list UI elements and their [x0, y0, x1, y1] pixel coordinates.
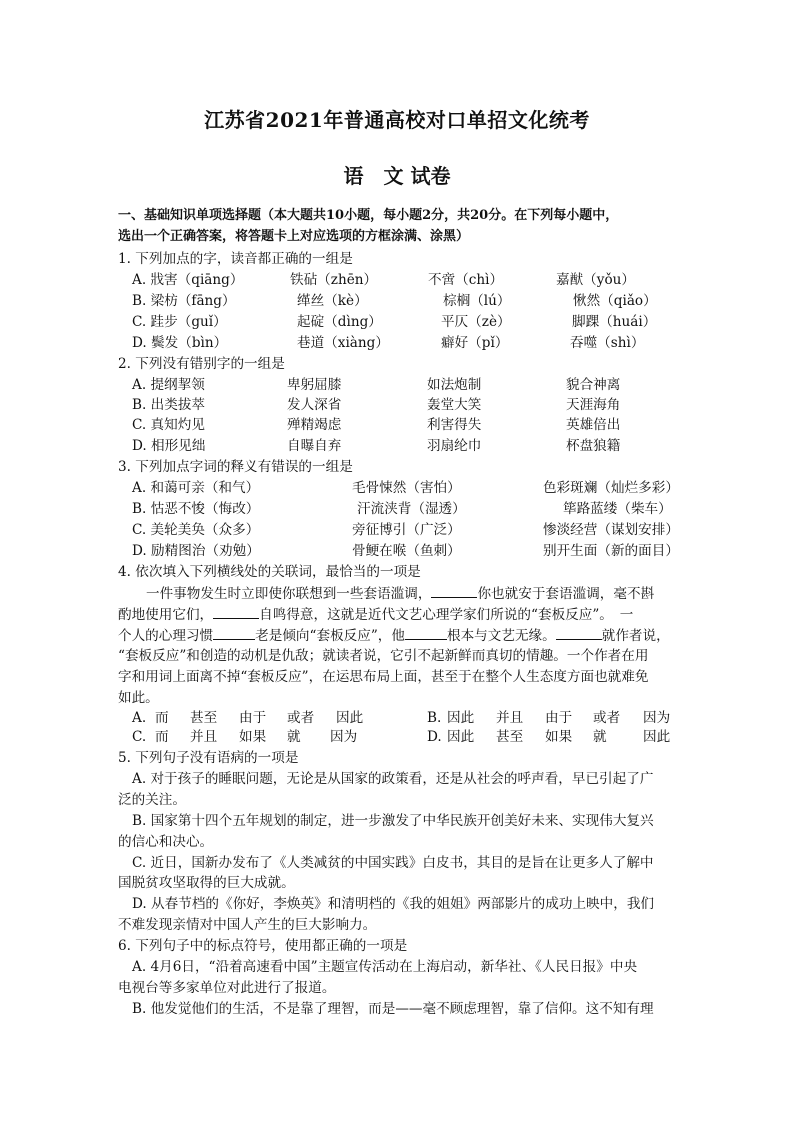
- q6-option-a-line1: A. 4月6日，“沿着高速看中国”主题宣传活动在上海启动，新华社、《人民日报》中央: [132, 959, 638, 975]
- fill-blank-1: [431, 583, 477, 598]
- q5-option-b-line2: 的信心和决心。: [118, 834, 214, 850]
- q4-passage-line3: [118, 625, 670, 646]
- q4-opt-a-5: 因此: [336, 710, 364, 726]
- q3-d-3: 别开生面（新的面目）: [543, 543, 679, 559]
- q1-b-4: 愀然（qiǎo）: [573, 293, 657, 309]
- q4-p3b: 老是倾向“套板反应”，他: [255, 628, 405, 644]
- q4-p1a: 一件事物发生时立即使你联想到一些套语滥调，: [146, 586, 432, 602]
- q4-stem: 4. 依次填入下列横线处的关联词，最恰当的一项是: [118, 564, 421, 580]
- q1-d-3: 癖好（pǐ）: [441, 335, 509, 351]
- q2-c-2: 殚精竭虑: [287, 417, 342, 433]
- q5-stem: 5. 下列句子没有语病的一项是: [118, 750, 299, 766]
- q2-c-4: 英雄倍出: [566, 417, 621, 433]
- q3-c-2: 旁征博引（广泛）: [352, 522, 461, 538]
- q3-a-1: A. 和蔼可亲（和气）: [132, 480, 260, 496]
- q3-stem: 3. 下列加点字词的释义有错误的一组是: [118, 459, 353, 475]
- q1-b-2: 缂丝（kè）: [297, 293, 368, 309]
- q2-b-4: 天涯海角: [566, 397, 621, 413]
- q4-p2b: 自鸣得意，这就是近代文艺心理学家们所说的“套板反应”。 一: [259, 607, 634, 623]
- q4-opt-a-label: A.: [132, 710, 147, 726]
- q2-c-3: 利害得失: [427, 417, 482, 433]
- q4-opt-c-4: 就: [287, 729, 301, 745]
- q1-b-3: 棕榈（lú）: [443, 293, 511, 309]
- q5-option-d-line2: 不难发现亲情对中国人产生的巨大影响力。: [118, 917, 377, 933]
- q3-a-3: 色彩斑斓（灿烂多彩）: [543, 480, 679, 496]
- q4-p3d: 就作者说，: [601, 628, 670, 644]
- q2-b-3: 轰堂大笑: [427, 397, 482, 413]
- subject-char: 语: [343, 164, 364, 188]
- q2-a-4: 貌合神离: [566, 377, 621, 393]
- q4-opt-c-label: C.: [132, 729, 147, 745]
- q4-opt-c-2: 并且: [190, 729, 218, 745]
- q2-d-4: 杯盘狼籍: [566, 438, 621, 454]
- q1-stem: 1. 下列加点的字，读音都正确的一组是: [118, 251, 353, 267]
- q4-passage-line6: 如此。: [118, 690, 159, 706]
- q3-b-1: B. 怙恶不悛（悔改）: [132, 501, 260, 517]
- q5-option-a-line2: 泛的关注。: [118, 792, 186, 808]
- q3-b-2: 汗流浃背（湿透）: [357, 501, 466, 517]
- q2-d-3: 羽扇纶巾: [427, 438, 482, 454]
- q3-a-2: 毛骨悚然（害怕）: [352, 480, 461, 496]
- q4-opt-b-3: 由于: [545, 710, 573, 726]
- q1-c-4: 脚踝（huái）: [572, 314, 657, 330]
- q1-d-1: D. 鬓发（bìn）: [132, 335, 228, 351]
- section-heading-line2: 选出一个正确答案，将答题卡上对应选项的方框涂满、涂黑）: [118, 229, 470, 244]
- q1-d-2: 巷道（xiàng）: [297, 335, 389, 351]
- q2-b-1: B. 出类拔萃: [132, 397, 206, 413]
- q6-option-b-line1: B. 他发觉他们的生活，不是靠了理智，而是——毫不顾虑理智，靠了信仰。这不知有理: [132, 1001, 654, 1017]
- q1-a-3: 不啻（chì）: [428, 272, 504, 288]
- q4-opt-d-4: 就: [593, 729, 607, 745]
- q4-passage-line5: 字和用词上面离不掉“套板反应”，在运思布局上面，甚至于在整个人生态度方面也就难免: [118, 669, 649, 685]
- q4-opt-c-1: 而: [155, 729, 169, 745]
- q1-a-4: 嘉猷（yǒu）: [556, 272, 635, 288]
- q2-a-1: A. 提纲挈领: [132, 377, 205, 393]
- q5-option-d-line1: D. 从春节档的《你好，李焕英》和清明档的《我的姐姐》两部影片的成功上映中，我们: [132, 896, 655, 912]
- q3-d-1: D. 励精图治（劝勉）: [132, 543, 260, 559]
- q4-opt-c-3: 如果: [239, 729, 267, 745]
- fill-blank-3: [213, 625, 255, 640]
- q4-opt-b-1: 因此: [447, 710, 475, 726]
- q4-passage-line4: “套板反应”和创造的动机是仇敌；就读者说，它引不起新鲜而真切的情趣。一个作者在用: [118, 648, 649, 664]
- fill-blank-5: [556, 625, 602, 640]
- q5-option-c-line1: C. 近日，国新办发布了《人类减贫的中国实践》白皮书，其目的是旨在让更多人了解中: [132, 855, 654, 871]
- q4-opt-c-5: 因为: [330, 729, 358, 745]
- q4-p2a: 酌地使用它们，: [118, 607, 214, 623]
- q4-opt-b-label: B.: [427, 710, 442, 726]
- q4-opt-d-label: D.: [427, 729, 442, 745]
- q4-opt-d-2: 甚至: [496, 729, 524, 745]
- q1-a-1: A. 戕害（qiāng）: [132, 272, 244, 288]
- q5-option-b-line1: B. 国家第十四个五年规划的制定，进一步激发了中华民族开创美好未来、实现伟大复兴: [132, 813, 654, 829]
- q4-opt-a-4: 或者: [287, 710, 315, 726]
- q2-a-3: 如法炮制: [427, 377, 482, 393]
- subject-rest: 文 试卷: [383, 164, 451, 188]
- q3-d-2: 骨鲠在喉（鱼刺）: [352, 543, 461, 559]
- fill-blank-4: [405, 625, 447, 640]
- q4-opt-a-1: 而: [155, 710, 169, 726]
- q4-p3c: 根本与文艺无缘。: [447, 628, 556, 644]
- q1-d-4: 吞噬（shì）: [570, 335, 645, 351]
- q6-stem: 6. 下列句子中的标点符号，使用都正确的一项是: [118, 938, 408, 954]
- q4-opt-b-4: 或者: [593, 710, 621, 726]
- q2-d-2: 自曝自弃: [287, 438, 342, 454]
- q4-p1b: 你也就安于套语滥调，毫不斟: [477, 586, 655, 602]
- q4-p3a: 个人的心理习惯: [118, 628, 214, 644]
- q3-c-3: 惨淡经营（谋划安排）: [543, 522, 679, 538]
- q1-b-1: B. 梁枋（fāng）: [132, 293, 236, 309]
- q4-opt-d-5: 因此: [643, 729, 671, 745]
- q6-option-a-line2: 电视台等多家单位对此进行了报道。: [118, 980, 336, 996]
- q4-opt-d-1: 因此: [447, 729, 475, 745]
- subject-title: [0, 160, 794, 189]
- exam-title: 江苏省2021年普通高校对口单招文化统考: [204, 108, 590, 132]
- q2-d-1: D. 相形见绌: [132, 438, 206, 454]
- q1-c-2: 起碇（dìng）: [297, 314, 382, 330]
- fill-blank-2: [213, 604, 259, 619]
- q4-passage-line1: [146, 583, 654, 604]
- q2-a-2: 卑躬屈膝: [287, 377, 342, 393]
- q1-c-1: C. 跬步（guǐ）: [132, 314, 227, 330]
- q3-c-1: C. 美轮美奂（众多）: [132, 522, 260, 538]
- q4-opt-b-2: 并且: [496, 710, 524, 726]
- q4-opt-a-2: 甚至: [190, 710, 218, 726]
- q4-opt-d-3: 如果: [545, 729, 573, 745]
- q5-option-c-line2: 国脱贫攻坚取得的巨大成就。: [118, 875, 295, 891]
- section-heading-line1: 一、基础知识单项选择题（本大题共10小题，每小题2分，共20分。在下列每小题中，: [118, 208, 619, 223]
- q2-c-1: C. 真知灼见: [132, 417, 205, 433]
- q5-option-a-line1: A. 对于孩子的睡眠问题，无论是从国家的政策看，还是从社会的呼声看，早已引起了广: [132, 771, 654, 787]
- q1-a-2: 铁砧（zhēn）: [290, 272, 378, 288]
- q4-opt-b-5: 因为: [643, 710, 671, 726]
- q3-b-3: 筚路蓝缕（柴车）: [563, 501, 672, 517]
- q1-c-3: 平仄（zè）: [441, 314, 511, 330]
- q2-b-2: 发人深省: [287, 397, 342, 413]
- q2-stem: 2. 下列没有错别字的一组是: [118, 356, 285, 372]
- q4-passage-line2: [118, 604, 633, 625]
- q4-opt-a-3: 由于: [239, 710, 267, 726]
